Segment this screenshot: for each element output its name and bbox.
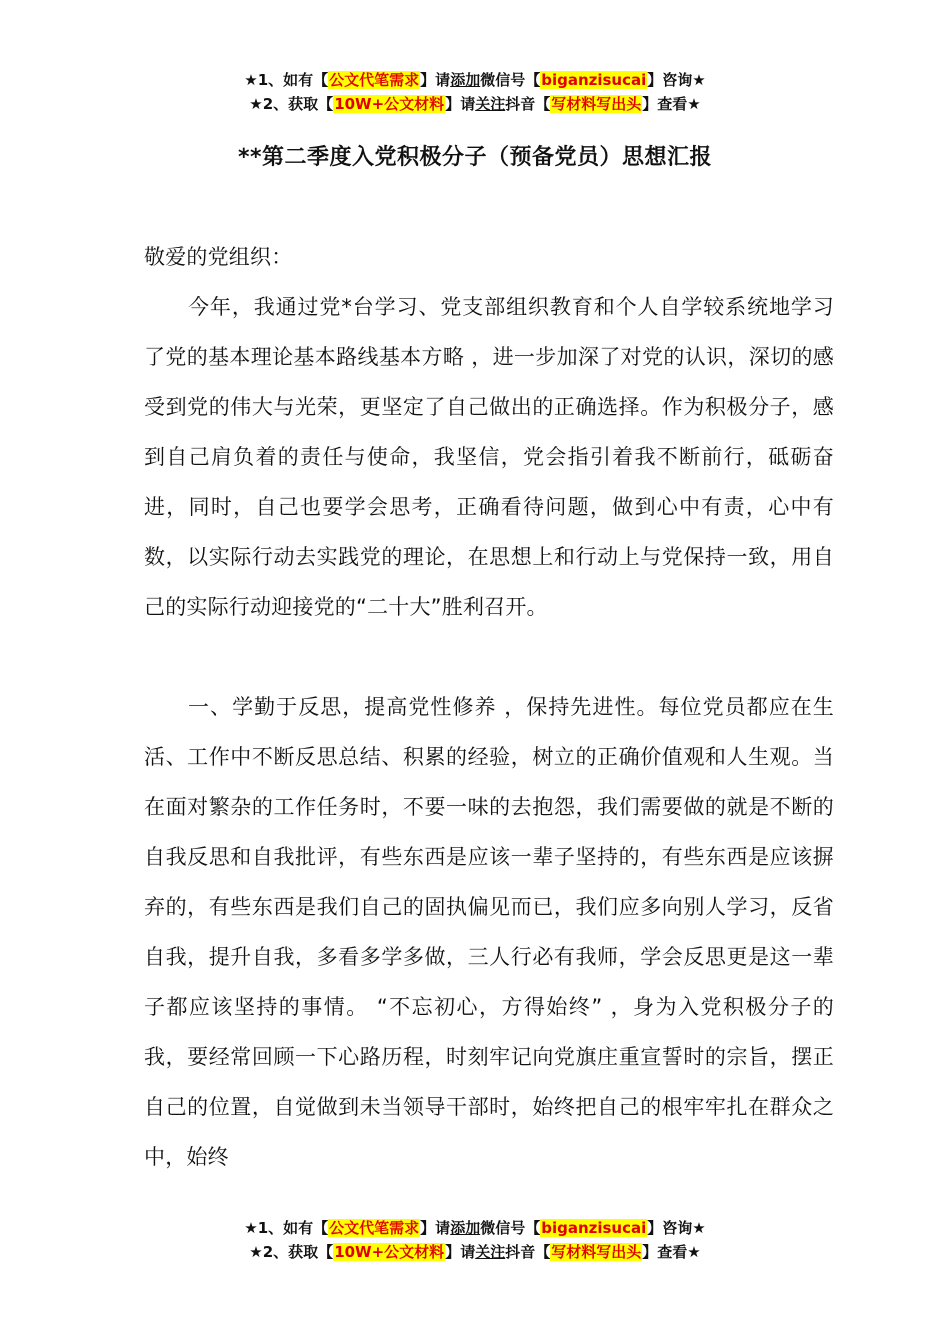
promo-text: 】查看★ [642, 1243, 701, 1261]
paragraph-2 [144, 682, 834, 1182]
promo-line-2 [0, 1240, 950, 1264]
promo-highlight: 公文代笔需求 [329, 71, 420, 89]
promo-text: ★1、如有【 [244, 71, 329, 89]
promo-text: ★1、如有【 [244, 1219, 329, 1237]
promo-text: 】请 [445, 95, 476, 113]
promo-highlight: 10W+公文材料 [334, 1243, 445, 1261]
promo-text: 微信号【 [480, 1219, 541, 1237]
paragraph-1-text: 今年，我通过党*台学习、党支部组织教育和个人自学较系统地学习了党的基本理论基本路线基本方略 ，进一步加深了对党的认识，深切的感受到党的伟大与光荣，更坚定了自己做出的正确选择。作为积极分子，感到自己肩负着的责任与使命，我坚信，党会指引着我不断前行，砥砺奋进，同时，自己也要学会思考，正确看待问题，做到心中有责，心中有数，以实际行动去实践党的理论，在思想上和行动上与党保持一致，用自己的实际行动迎接党的“二十大”胜利召开。 [144, 295, 834, 619]
promo-text: 】查看★ [642, 95, 701, 113]
promo-text: 】请 [420, 1219, 451, 1237]
promo-text: 】咨询★ [647, 71, 706, 89]
promo-text: 】请 [445, 1243, 476, 1261]
promo-text: ★2、获取【 [249, 95, 334, 113]
promo-highlight: biganzisucai [541, 71, 647, 89]
promo-text: 抖音【 [505, 1243, 551, 1261]
promo-text: 微信号【 [480, 71, 541, 89]
promo-text: 】请 [420, 71, 451, 89]
greeting [144, 232, 834, 282]
promo-underline: 关注 [475, 95, 506, 113]
promo-line-2 [0, 92, 950, 116]
footer-promo-banner [0, 1216, 950, 1264]
greeting-text: 敬爱的党组织： [144, 245, 293, 269]
promo-highlight: 写材料写出头 [551, 1243, 642, 1261]
promo-underline: 添加 [450, 71, 481, 89]
paragraph-1 [144, 282, 834, 632]
paragraph-2-text: 一、学勤于反思，提高党性修养 ，保持先进性。每位党员都应在生活、工作中不断反思总结、积累的经验，树立的正确价值观和人生观。当在面对繁杂的工作任务时，不要一味的去抱怨，我们需要做的就是不断的自我反思和自我批评，有些东西是应该一辈子坚持的，有些东西是应该摒弃的，有些东西是我们自己的固执偏见而已，我们应多向别人学习，反省自我，提升自我，多看多学多做，三人行必有我师，学会反思更是这一辈子都应该坚持的事情。 “不忘初心，方得始终” ，身为入党积极分子的我，要经常回顾一下心路历程，时刻牢记向党旗庄重宣誓时的宗旨，摆正自己的位置，自觉做到未当领导干部时，始终把自己的根牢牢扎在群众之中，始终 [144, 695, 834, 1169]
promo-highlight: biganzisucai [541, 1219, 647, 1237]
promo-highlight: 公文代笔需求 [329, 1219, 420, 1237]
header-promo-banner [0, 68, 950, 116]
promo-line-1 [0, 68, 950, 92]
promo-line-1 [0, 1216, 950, 1240]
promo-highlight: 写材料写出头 [551, 95, 642, 113]
promo-underline: 添加 [450, 1219, 481, 1237]
promo-text: ★2、获取【 [249, 1243, 334, 1261]
promo-underline: 关注 [475, 1243, 506, 1261]
promo-highlight: 10W+公文材料 [334, 95, 445, 113]
promo-text: 抖音【 [505, 95, 551, 113]
document-title: **第二季度入党积极分子（预备党员）思想汇报 [237, 145, 712, 170]
promo-text: 】咨询★ [647, 1219, 706, 1237]
